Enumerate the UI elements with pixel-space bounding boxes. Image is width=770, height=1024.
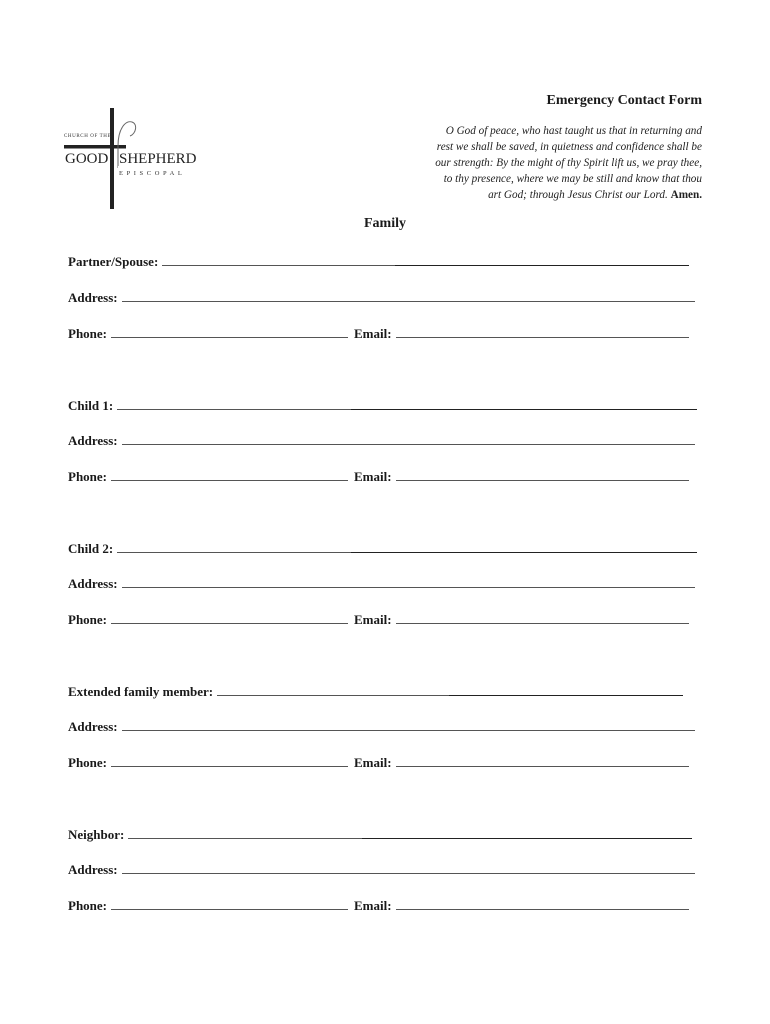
partner-name-field[interactable] xyxy=(162,252,395,266)
logo-word-good: GOOD xyxy=(65,151,109,167)
partner-name-row xyxy=(68,252,689,270)
child2-name-field[interactable] xyxy=(117,539,351,553)
child1-name-row xyxy=(68,396,697,414)
child1-name-field-ext[interactable] xyxy=(351,396,697,410)
child2-name-field-ext[interactable] xyxy=(351,539,697,553)
extended-family-address-row xyxy=(68,717,695,735)
prayer-amen: Amen. xyxy=(670,189,702,202)
neighbor-contact-row xyxy=(68,896,689,914)
child2-contact-row xyxy=(68,610,689,628)
email-label: Email: xyxy=(354,469,392,484)
logo-top-text: CHURCH OF THE xyxy=(64,134,112,139)
child1-email-field[interactable] xyxy=(396,467,689,481)
email-label: Email: xyxy=(354,898,392,913)
address-label: Address: xyxy=(68,433,118,448)
email-label: Email: xyxy=(354,612,392,627)
neighbor-email-field[interactable] xyxy=(396,896,689,910)
extended-family-name-field-ext[interactable] xyxy=(449,682,683,696)
child1-contact-row xyxy=(68,467,689,485)
church-logo xyxy=(60,108,210,212)
neighbor-name-field[interactable] xyxy=(128,825,362,839)
logo-word-episcopal: EPISCOPAL xyxy=(119,170,186,177)
partner-label: Partner/Spouse: xyxy=(68,254,159,269)
child1-address-field[interactable] xyxy=(122,431,695,445)
neighbor-phone-field[interactable] xyxy=(111,896,348,910)
extended-family-address-field[interactable] xyxy=(122,717,695,731)
partner-name-field-ext[interactable] xyxy=(395,252,689,266)
child1-label: Child 1: xyxy=(68,398,114,413)
prayer-line: our strength: By the might of thy Spirit lift us, we pray thee, xyxy=(435,157,702,170)
extended-family-email-field[interactable] xyxy=(396,753,689,767)
neighbor-address-row xyxy=(68,860,695,878)
partner-contact-row xyxy=(68,324,689,342)
child2-address-row xyxy=(68,574,695,592)
address-label: Address: xyxy=(68,719,118,734)
prayer-line: O God of peace, who hast taught us that in returning and xyxy=(445,125,702,137)
logo-word-shepherd: SHEPHERD xyxy=(119,151,197,167)
child1-phone-field[interactable] xyxy=(111,467,348,481)
partner-address-field[interactable] xyxy=(122,288,695,302)
phone-label: Phone: xyxy=(68,612,107,627)
extended-family-name-row xyxy=(68,682,683,700)
address-label: Address: xyxy=(68,576,118,591)
child2-name-row xyxy=(68,539,697,557)
child2-phone-field[interactable] xyxy=(111,610,348,624)
partner-phone-field[interactable] xyxy=(111,324,348,338)
phone-label: Phone: xyxy=(68,755,107,770)
child2-address-field[interactable] xyxy=(122,574,695,588)
extended-family-name-field[interactable] xyxy=(217,682,449,696)
partner-email-field[interactable] xyxy=(396,324,689,338)
neighbor-name-row xyxy=(68,825,692,843)
prayer-last-text: art God; through Jesus Christ our Lord. xyxy=(488,189,668,202)
extended-family-contact-row xyxy=(68,753,689,771)
neighbor-label: Neighbor: xyxy=(68,827,125,842)
phone-label: Phone: xyxy=(68,898,107,913)
email-label: Email: xyxy=(354,755,392,770)
prayer-text xyxy=(382,123,702,203)
neighbor-name-field-ext[interactable] xyxy=(362,825,692,839)
prayer-line: to thy presence, where we may be still and know that thou xyxy=(443,173,702,186)
child1-name-field[interactable] xyxy=(117,396,351,410)
extended-family-phone-field[interactable] xyxy=(111,753,348,767)
child2-email-field[interactable] xyxy=(396,610,689,624)
phone-label: Phone: xyxy=(68,326,107,341)
neighbor-address-field[interactable] xyxy=(122,860,695,874)
prayer-line-last xyxy=(382,187,702,203)
child2-label: Child 2: xyxy=(68,541,114,556)
address-label: Address: xyxy=(68,862,118,877)
form-title: Emergency Contact Form xyxy=(546,93,702,108)
phone-label: Phone: xyxy=(68,469,107,484)
email-label: Email: xyxy=(354,326,392,341)
extended-family-label: Extended family member: xyxy=(68,684,214,699)
partner-address-row xyxy=(68,288,695,306)
section-title-family: Family xyxy=(364,216,406,231)
child1-address-row xyxy=(68,431,695,449)
prayer-line: rest we shall be saved, in quietness and confidence shall be xyxy=(436,141,702,154)
address-label: Address: xyxy=(68,290,118,305)
